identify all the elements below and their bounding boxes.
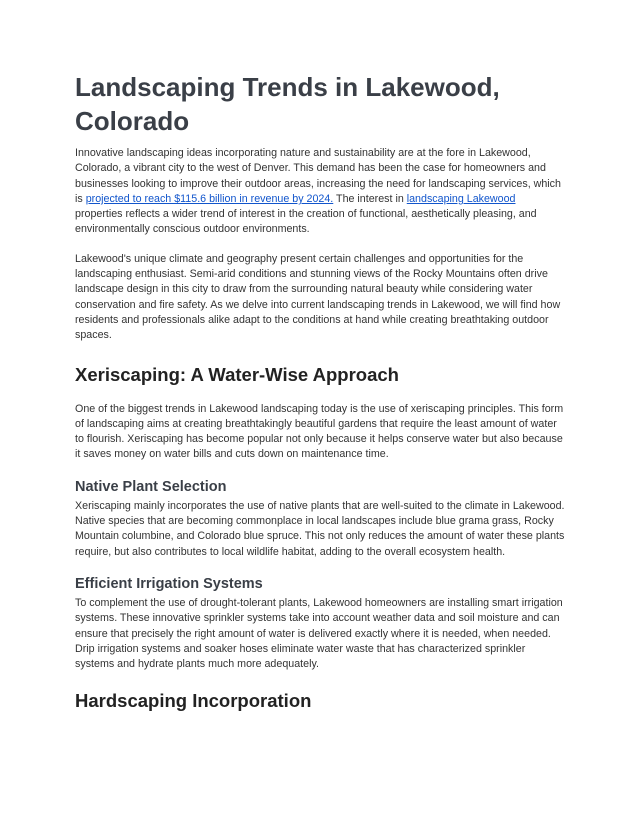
- irrigation-paragraph: To complement the use of drought-tolerant plants, Lakewood homeowners are installing smart irrigation systems. These innovative sprinkler systems take into account weather data and soil moisture and can ensure that precisely the right amount of water is delivered exactly where it is needed, when needed. Drip irrigation systems and soaker hoses eliminate water waste that has characterized sprinkler systems and hydrate plants much more adequately.: [75, 596, 563, 671]
- subheading-irrigation: Efficient Irrigation Systems: [75, 575, 263, 592]
- climate-paragraph: Lakewood's unique climate and geography present certain challenges and opportunities for the landscaping enthusiast. Semi-arid conditions and stunning views of the Rocky Mountains often drive landscape design in this city to draw from the surrounding natural beauty while considering water conservation and fire safety. As we delve into current landscaping trends in Lakewood, we will find how residents and professionals alike adapt to the conditions at hand while creating breathtaking outdoor spaces.: [75, 252, 561, 342]
- subheading-native-plants: Native Plant Selection: [75, 478, 227, 495]
- page-title: Landscaping Trends in Lakewood, Colorado: [75, 72, 500, 136]
- section-heading-xeriscaping: Xeriscaping: A Water-Wise Approach: [75, 363, 399, 385]
- native-plants-paragraph: Xeriscaping mainly incorporates the use of native plants that are well-suited to the climate in Lakewood. Native species that are becoming commonplace in local landscapes include blue grama grass, Rocky Mountain columbine, and Colorado blue spruce. This not only reduces the amount of water these plants require, but also contributes to local wildlife habitat, adding to the overall ecosystem health.: [75, 499, 565, 558]
- document-page: [75, 70, 565, 728]
- section-heading-hardscaping: Hardscaping Incorporation: [75, 690, 312, 712]
- revenue-projection-link[interactable]: projected to reach $115.6 billion in revenue by 2024.: [85, 192, 334, 205]
- intro-text-1: Innovative landscaping ideas incorporating nature and sustainability are at the fore in Lakewood, Colorado, a vibrant city to the west of Denver. This demand has been the case for homeowners and businesses looking to improve their outdoor areas, increasing the need for landscaping services, which is: [75, 147, 561, 205]
- xeriscaping-paragraph: One of the biggest trends in Lakewood landscaping today is the use of xeriscaping principles. This form of landscaping aims at creating breathtakingly beautiful gardens that require the least amount of water to flourish. Xeriscaping has become popular not only because it helps conserve water but also because it saves money on water bills and cuts down on maintenance time.: [75, 402, 564, 461]
- intro-paragraph: [75, 146, 565, 238]
- intro-text-3: properties reflects a wider trend of interest in the creation of functional, aesthetically pleasing, and environmentally conscious outdoor environments.: [75, 208, 537, 236]
- intro-text-2: The interest in: [333, 192, 407, 205]
- landscaping-lakewood-link[interactable]: landscaping Lakewood: [406, 192, 516, 205]
